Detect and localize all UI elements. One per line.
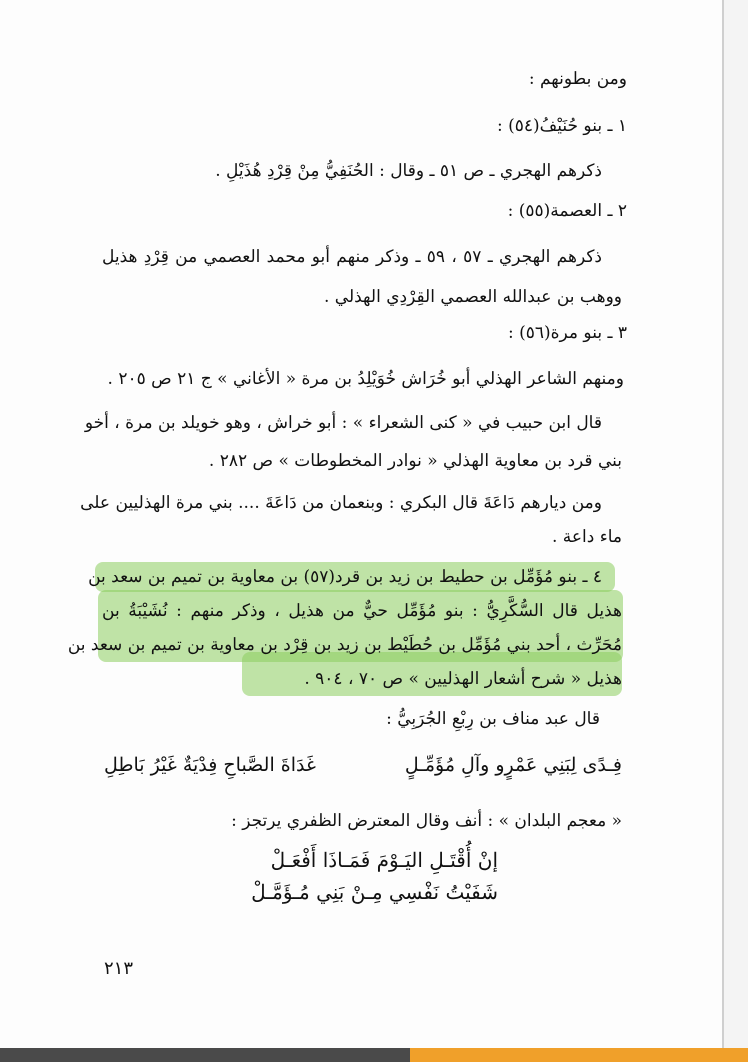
progress-accent <box>410 1048 748 1062</box>
highlighted-paragraph-line: ٤ ـ بنو مُؤَمِّل بن حطيط بن زيد بن قرد(٥٧) بن معاوية بن تميم بن سعد بن <box>88 567 602 587</box>
heading-1: ١ ـ بنو حُنَيْفُ(٥٤) : <box>496 116 627 136</box>
paragraph-line: قال ابن حبيب في « كنى الشعراء » : أبو خراش ، وهو خويلد بن مرة ، أخو <box>84 413 602 433</box>
paragraph-line: ذكرهم الهجري ـ ٥٧ ، ٥٩ ـ وذكر منهم أبو محمد العصمي من قِرْدِ هذيل <box>102 247 602 267</box>
paragraph-line: « معجم البلدان » : أنف وقال المعترض الظفري يرتجز : <box>231 811 622 831</box>
paragraph-line: ذكرهم الهجري ـ ص ٥١ ـ وقال : الحُنَفِيُّ مِنْ قِرْدِ هُذَيْلِ . <box>215 161 602 181</box>
paragraph-line: بني قرد بن معاوية الهذلي « نوادر المخطوطات » ص ٢٨٢ . <box>208 451 622 471</box>
page-number: ٢١٣ <box>104 958 134 979</box>
highlighted-paragraph-line: هذيل قال السُّكَّرِيُّ : بنو مُؤَمِّل حيٌّ من هذيل ، وذكر منهم : نُشَيْبَةُ بن <box>102 601 622 621</box>
verse-second-half: غَدَاةَ الصَّباحِ فِدْيَةٌ غَيْرُ بَاطِلِ <box>104 754 316 776</box>
page-edge <box>724 0 748 1048</box>
heading-2: ٢ ـ العصمة(٥٥) : <box>507 201 627 221</box>
verse-first-half: فِـدًى لِبَنِي عَمْرٍو وآلِ مُؤَمِّـلٍ <box>404 754 622 776</box>
poem-line: إنْ أُقْتَـلِ اليَـوْمَ فَمَـاذَا أَفْعَـلْ <box>270 848 498 872</box>
highlighted-paragraph-line: مُحَرِّث ، أحد بني مُؤَمِّل بن حُطَيْط بن زيد بن قِرْد بن معاوية بن تميم بن سعد بن <box>67 635 622 655</box>
section-intro: ومن بطونهم : <box>528 69 627 89</box>
poem-line: شَفَيْتُ نَفْسِي مِـنْ بَنِي مُـؤَمَّـلْ <box>251 880 498 904</box>
paragraph-line: ماء داعة . <box>551 527 622 547</box>
highlighted-paragraph-line: هذيل « شرح أشعار الهذليين » ص ٧٠ ، ٩٠٤ . <box>304 669 622 689</box>
bottom-bar <box>0 1048 748 1062</box>
heading-3: ٣ ـ بنو مرة(٥٦) : <box>507 323 627 343</box>
paragraph-line: ومن ديارهم دَاعَةَ قال البكري : وبنعمان من دَاعَةَ .... بني مرة الهذليين على <box>80 493 602 513</box>
paragraph-line: ومنهم الشاعر الهذلي أبو خُرَاش خُوَيْلِدُ بن مرة « الأغاني » ج ٢١ ص ٢٠٥ . <box>107 369 624 389</box>
paragraph-line: قال عبد مناف بن رِبْعِ الجُرَبِيُّ : <box>386 709 600 729</box>
paragraph-line: ووهب بن عبدالله العصمي القِرْدِي الهذلي . <box>323 287 622 307</box>
